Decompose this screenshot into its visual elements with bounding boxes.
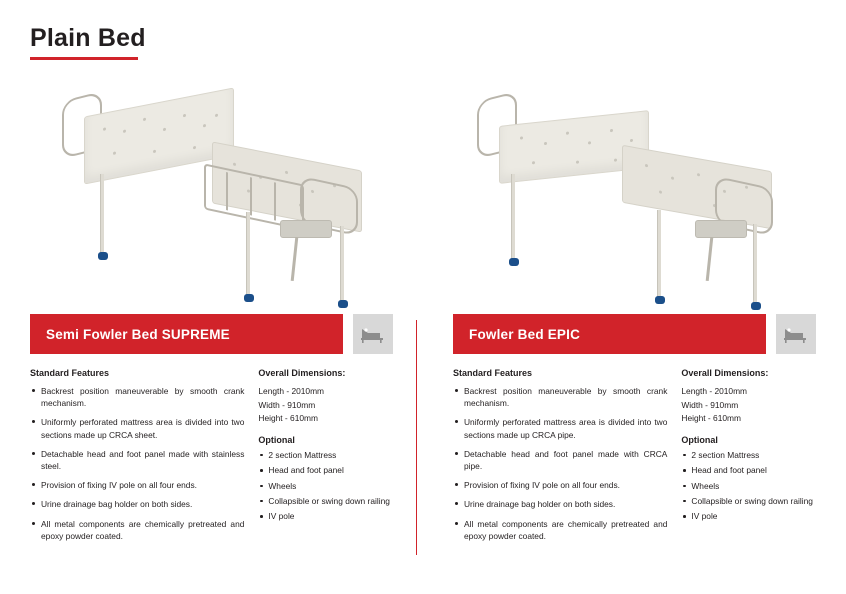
bed-leg (100, 174, 104, 254)
list-item: IV pole (258, 511, 393, 522)
specs-section (30, 368, 393, 549)
bed-icon (353, 314, 393, 354)
list-item: Uniformly perforated mattress area is divided into two sections made up CRCA pipe. (453, 416, 667, 440)
dimensions-heading: Overall Dimensions: (258, 368, 346, 378)
optional-heading: Optional (681, 434, 718, 445)
list-item: Provision of fixing IV pole on all four ends. (453, 479, 667, 491)
column-divider (416, 320, 417, 555)
list-item: 2 section Mattress (258, 450, 393, 461)
bed-leg (753, 224, 757, 304)
product-photo-semi-fowler (30, 70, 393, 310)
bed-leg (340, 226, 344, 302)
standard-features-block (453, 368, 667, 549)
features-list (30, 385, 244, 542)
features-list (453, 385, 667, 542)
product-card-semi-fowler (0, 70, 423, 549)
bed-icon (776, 314, 816, 354)
bed-illustration (52, 78, 382, 308)
list-item: Uniformly perforated mattress area is divided into two sections made up CRCA sheet. (30, 416, 244, 440)
list-item: 2 section Mattress (681, 450, 816, 461)
dimension-height: Height - 610mm (681, 413, 741, 424)
list-item: Provision of fixing IV pole on all four ends. (30, 479, 244, 491)
dimension-height: Height - 610mm (258, 413, 318, 424)
list-item: All metal components are chemically pretreated and epoxy powder coated. (30, 518, 244, 542)
list-item: Urine drainage bag holder on both sides. (30, 498, 244, 510)
optional-list (258, 450, 393, 523)
product-name-banner: Semi Fowler Bed SUPREME (30, 314, 343, 354)
list-item: Backrest position maneuverable by smooth crank mechanism. (453, 385, 667, 409)
list-item: All metal components are chemically pretreated and epoxy powder coated. (453, 518, 667, 542)
product-title-row (453, 314, 816, 354)
dimension-length: Length - 2010mm (681, 386, 748, 396)
list-item: Wheels (681, 481, 816, 492)
specs-section (453, 368, 816, 549)
list-item: Collapsible or swing down railing (681, 496, 816, 507)
list-item: Collapsible or swing down railing (258, 496, 393, 507)
dimensions-block (258, 368, 393, 549)
crank-mechanism (695, 220, 747, 238)
list-item: Detachable head and foot panel made with stainless steel. (30, 448, 244, 472)
crank-mechanism (280, 220, 332, 238)
dimension-length: Length - 2010mm (258, 386, 325, 396)
list-item: Head and foot panel (681, 465, 816, 476)
list-item: Detachable head and foot panel made with CRCA pipe. (453, 448, 667, 472)
product-title-row (30, 314, 393, 354)
product-columns (0, 70, 846, 549)
list-item: Backrest position maneuverable by smooth crank mechanism. (30, 385, 244, 409)
title-underline (30, 57, 138, 60)
dimension-width: Width - 910mm (681, 399, 739, 410)
bed-illustration (467, 78, 797, 308)
product-card-fowler-epic (423, 70, 846, 549)
dimensions-block (681, 368, 816, 549)
product-photo-fowler-epic (453, 70, 816, 310)
page-title: Plain Bed (30, 24, 146, 52)
standard-features-block (30, 368, 244, 549)
standard-features-heading: Standard Features (453, 368, 533, 378)
standard-features-heading: Standard Features (30, 368, 110, 378)
optional-list (681, 450, 816, 523)
optional-heading: Optional (258, 434, 295, 445)
list-item: Wheels (258, 481, 393, 492)
list-item: Urine drainage bag holder on both sides. (453, 498, 667, 510)
bed-leg (657, 210, 661, 298)
dimension-width: Width - 910mm (258, 399, 316, 410)
bed-leg (246, 212, 250, 296)
dimensions-heading: Overall Dimensions: (681, 368, 769, 378)
product-name-banner: Fowler Bed EPIC (453, 314, 766, 354)
page-header (30, 26, 146, 60)
bed-leg (511, 174, 515, 260)
list-item: IV pole (681, 511, 816, 522)
list-item: Head and foot panel (258, 465, 393, 476)
